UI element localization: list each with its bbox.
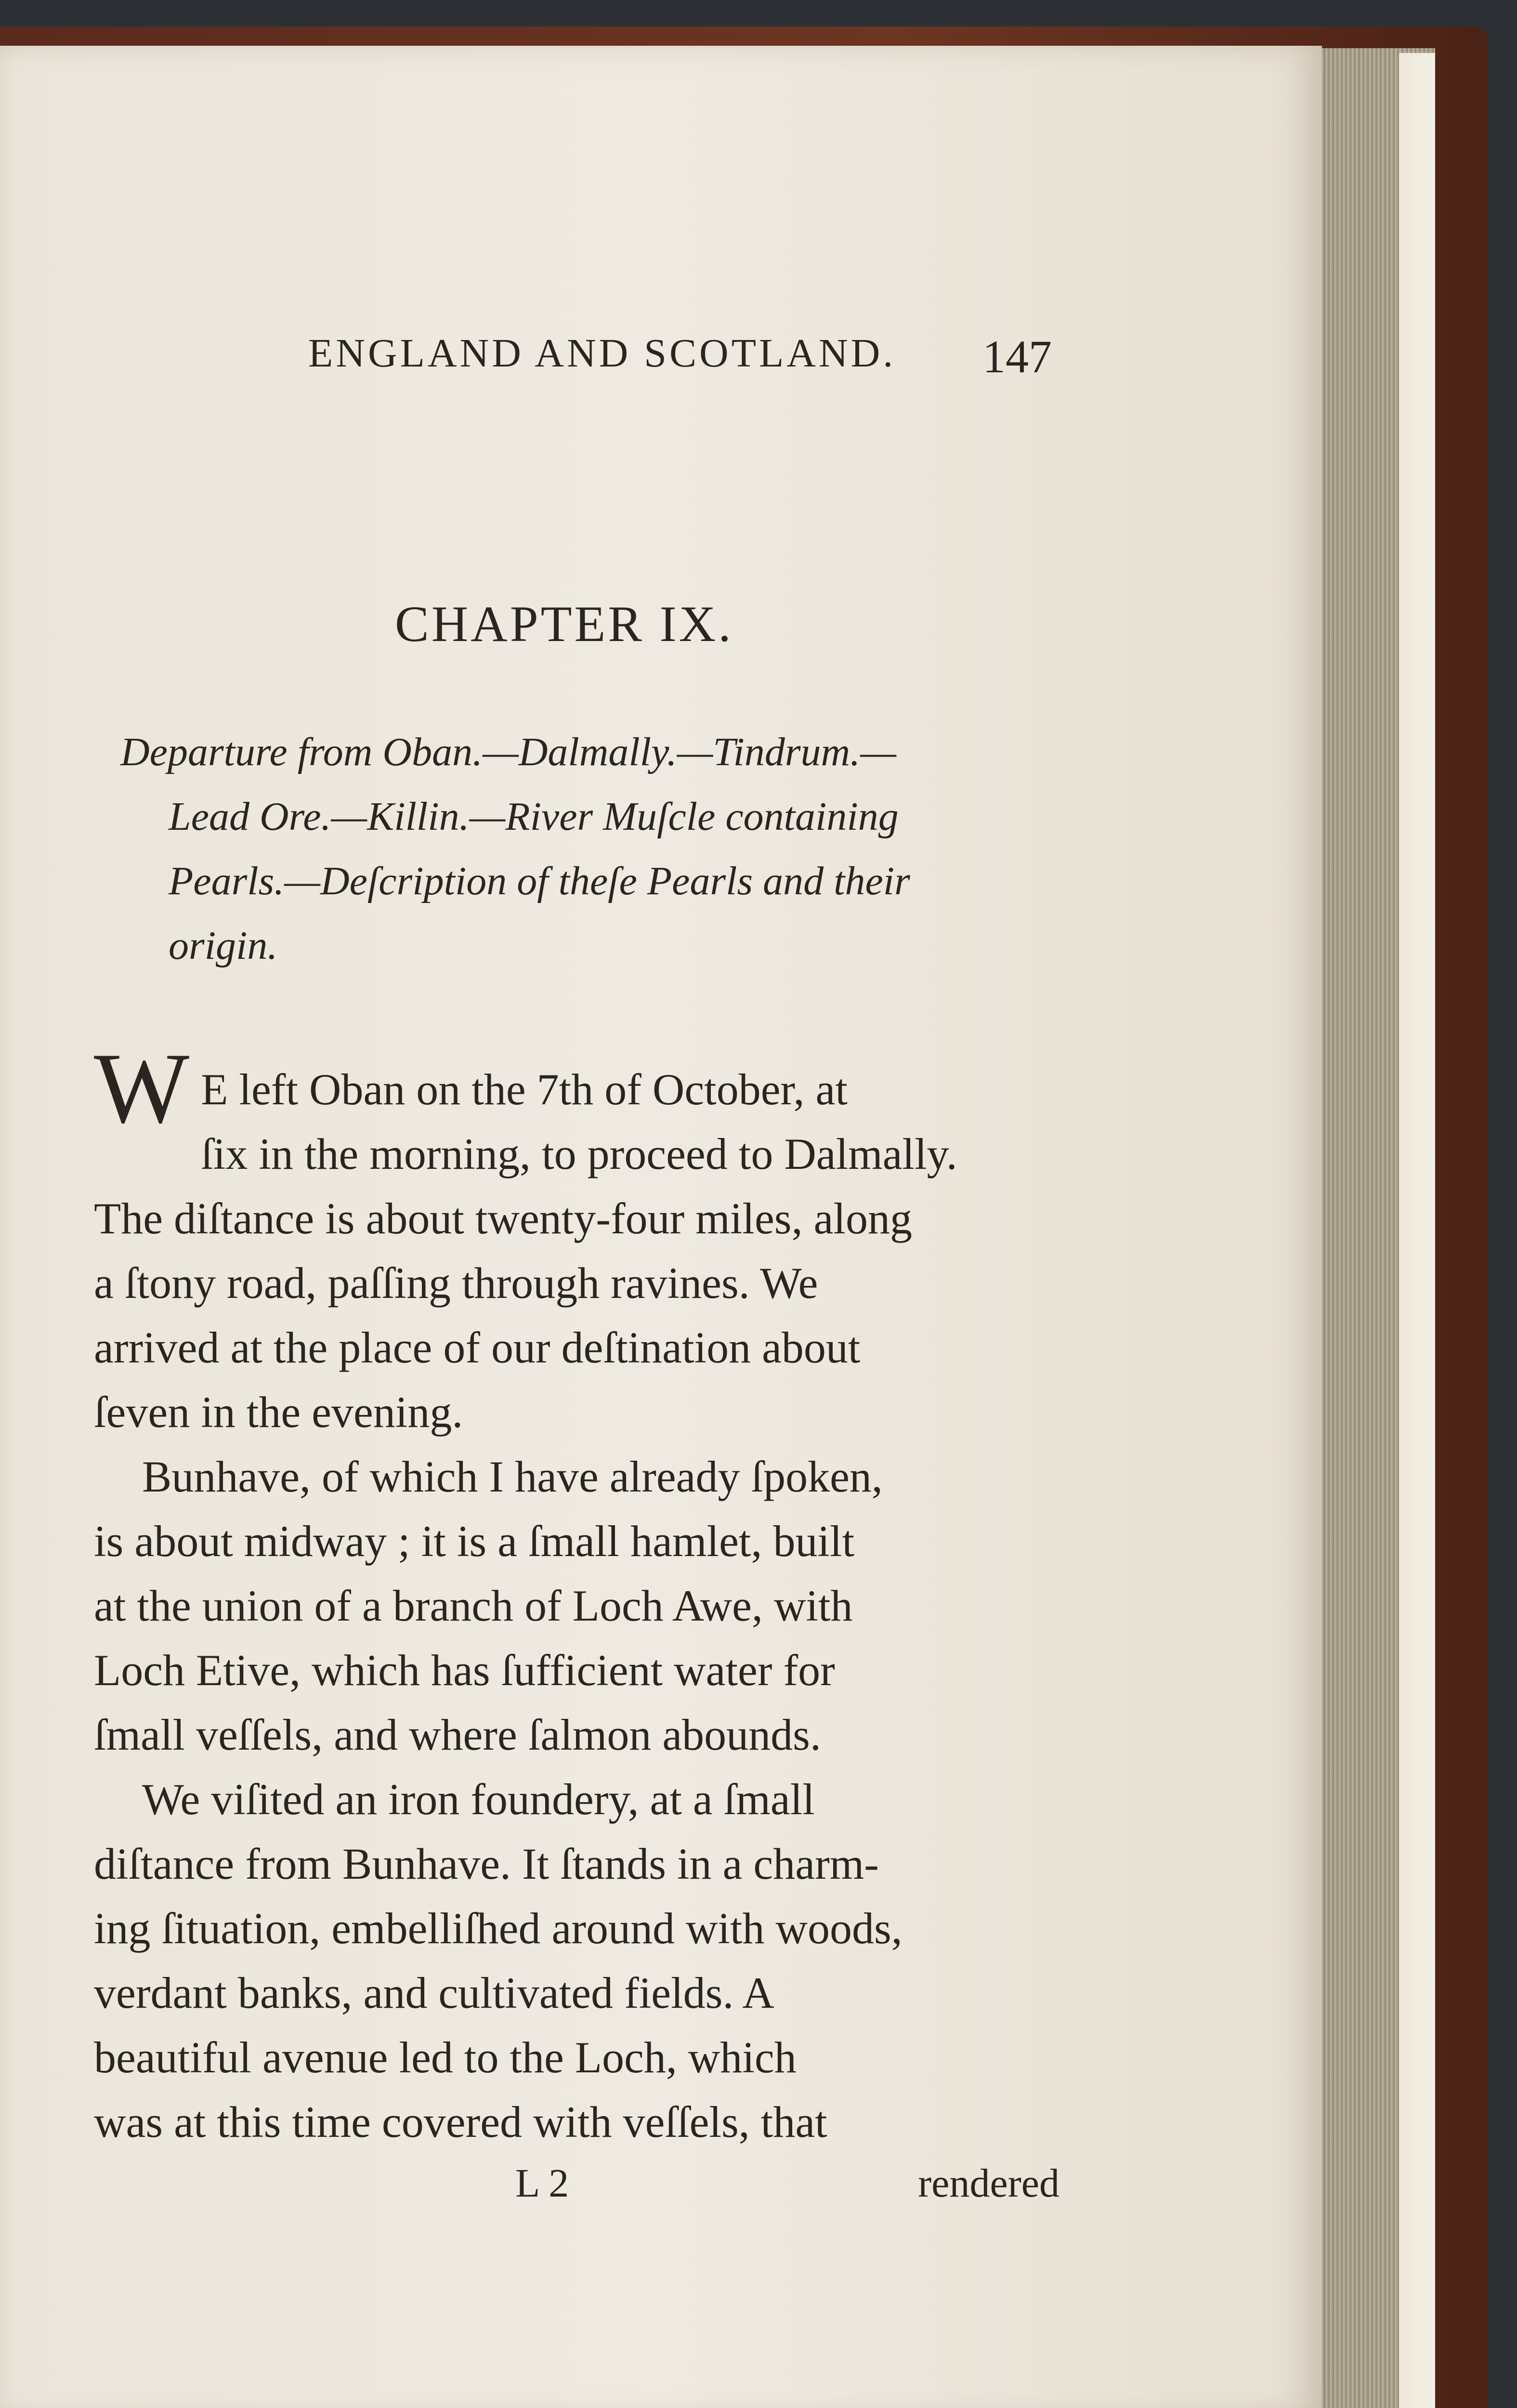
text-line: diſtance from Bunhave. It ſtands in a charm-	[94, 1839, 879, 1888]
text-line: was at this time covered with veſſels, that	[94, 2097, 827, 2146]
text-line: ſmall veſſels, and where ſalmon abounds.	[94, 1710, 821, 1759]
text-line: Loch Etive, which has ſufficient water for	[94, 1646, 835, 1695]
chapter-title: CHAPTER IX.	[395, 596, 733, 652]
text-line: The diſtance is about twenty-four miles, along	[94, 1194, 912, 1243]
fore-edge	[1399, 53, 1435, 2408]
text-line: ſix in the morning, to proceed to Dalmally.	[201, 1129, 957, 1178]
summary-line: Departure from Oban.—Dalmally.—Tindrum.—	[120, 730, 896, 774]
text-line: ſeven in the evening.	[94, 1387, 463, 1437]
text-line: E left Oban on the 7th of October, at	[201, 1065, 848, 1114]
signature-mark: L 2	[515, 2161, 569, 2206]
text-line: arrived at the place of our deſtination about	[94, 1323, 861, 1372]
text-line: ing ſituation, embelliſhed around with woods,	[94, 1904, 902, 1953]
summary-line: origin.	[169, 923, 278, 968]
page-number: 147	[982, 331, 1052, 382]
text-line: verdant banks, and cultivated fields. A	[94, 1968, 774, 2017]
text-line: a ſtony road, paſſing through ravines. We	[94, 1258, 818, 1308]
body-text	[94, 1033, 1050, 2154]
text-line: at the union of a branch of Loch Awe, with	[94, 1581, 853, 1630]
text-line: We viſited an iron foundery, at a ſmall	[142, 1775, 815, 1824]
text-line: beautiful avenue led to the Loch, which	[94, 2033, 797, 2082]
running-head: ENGLAND AND SCOTLAND.	[308, 331, 896, 376]
summary-line: Lead Ore.—Killin.—River Muſcle containing	[169, 794, 899, 839]
book-page	[0, 46, 1322, 2408]
text-line: Bunhave, of which I have already ſpoken,	[142, 1452, 883, 1501]
chapter-summary	[120, 720, 1055, 978]
page-footer	[515, 2160, 1059, 2218]
text-line: is about midway ; it is a ſmall hamlet, built	[94, 1517, 855, 1566]
catchword: rendered	[918, 2161, 1059, 2206]
drop-cap: W	[94, 1033, 190, 1144]
summary-line: Pearls.—Deſcription of theſe Pearls and their	[169, 859, 910, 903]
